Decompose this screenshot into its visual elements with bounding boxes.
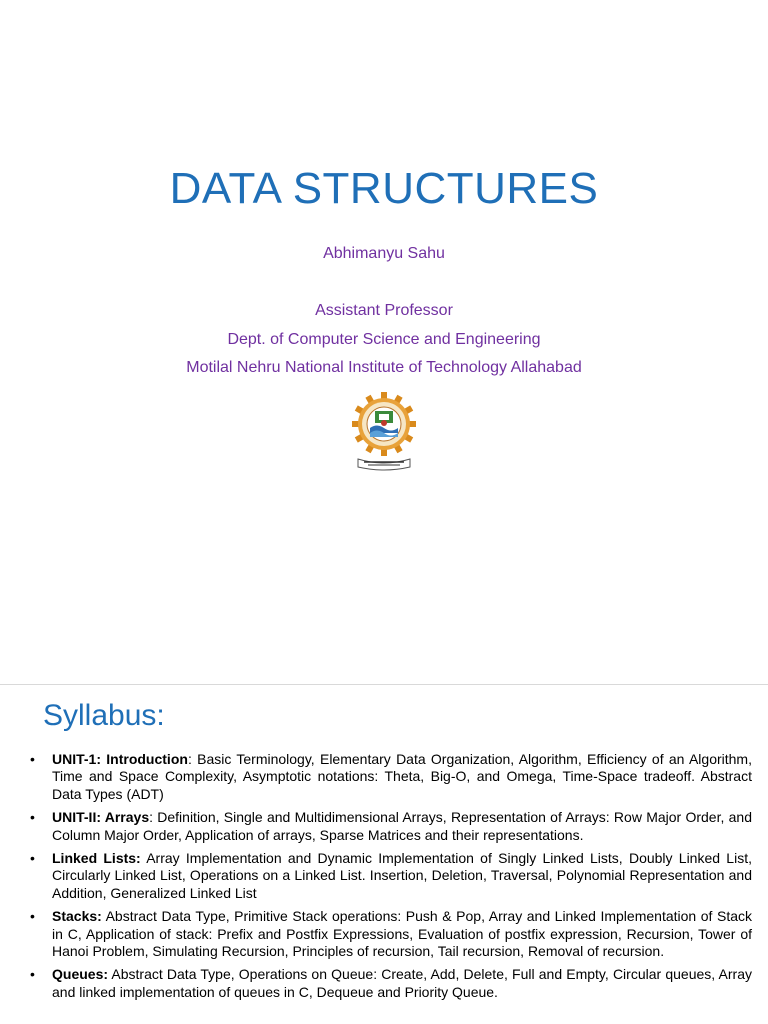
designation: Assistant Professor (315, 302, 453, 319)
unit-text: : Basic Terminology, Elementary Data Organization, Algorithm, Efficiency of an Algorithm, Time and Space Complexity, Asymptotic notations: Theta, Big-O, and Omega, Time-Space tradeoff. Abstract Data Types (ADT) (52, 751, 752, 802)
syllabus-list (28, 751, 752, 1007)
syllabus-heading: Syllabus: (43, 699, 165, 732)
unit-label: Queues: (52, 966, 109, 983)
unit-text: Abstract Data Type, Primitive Stack operations: Push & Pop, Array and Linked Implementation of Stack in C, Application of stack: Prefix and Postfix Expressions, Evaluation of postfix expression, Recursion, Tower of Hanoi Problem, Simulating Recursion, Principles of recursion, Tail recursion, Removal of recursion. (52, 908, 752, 960)
unit-label: Linked Lists: (52, 850, 141, 867)
unit-text: Array Implementation and Dynamic Implementation of Singly Linked Lists, Doubly Linked List, Circularly Linked List, Operations on a Linked List. Insertion, Deletion, Traversal, Polynomial Representation and Addition, Generalized Linked List (52, 850, 752, 901)
unit-label: Stacks: (52, 908, 102, 925)
author-name: Abhimanyu Sahu (323, 245, 445, 262)
institute-seal-icon (352, 389, 416, 471)
syllabus-slide (0, 685, 768, 1024)
bullet-icon: • (30, 850, 35, 867)
slide-title: DATA STRUCTURES (169, 164, 599, 213)
unit-text: : Definition, Single and Multidimensional Arrays, Representation of Arrays: Row Major Order, and Column Major Order, Application of arrays, Sparse Matrices and their representations. (52, 809, 752, 843)
list-item (28, 850, 752, 902)
bullet-icon: • (30, 908, 35, 925)
bullet-icon: • (30, 966, 35, 983)
bullet-icon: • (30, 751, 35, 767)
list-item (28, 809, 752, 844)
bullet-icon: • (30, 809, 35, 826)
list-item (28, 751, 752, 803)
unit-text: Abstract Data Type, Operations on Queue: Create, Add, Delete, Full and Empty, Circular queues, Array and linked implementation of queues in C, Dequeue and Priority Queue. (52, 966, 752, 1000)
institute-name: Motilal Nehru National Institute of Technology Allahabad (186, 359, 582, 376)
unit-label: UNIT-II: Arrays (52, 809, 150, 826)
department: Dept. of Computer Science and Engineering (227, 331, 541, 348)
list-item (28, 908, 752, 960)
unit-label: UNIT-1: Introduction (52, 751, 188, 767)
list-item (28, 966, 752, 1001)
